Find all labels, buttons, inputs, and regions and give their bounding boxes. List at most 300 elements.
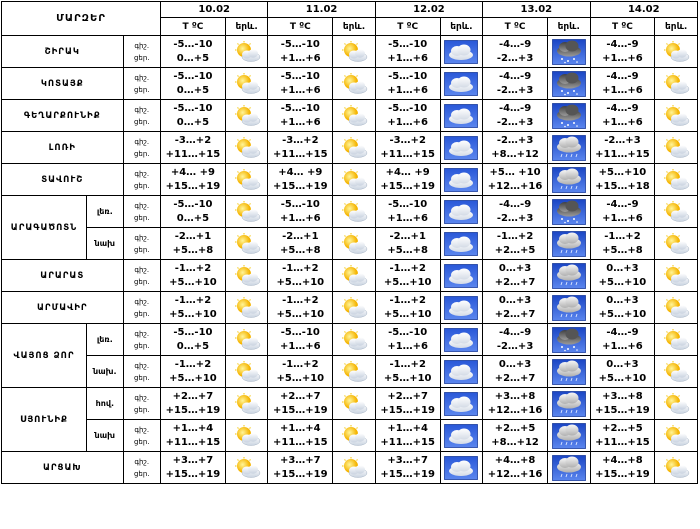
temperature-cell	[375, 68, 440, 100]
night-label: գիշ.	[134, 105, 150, 114]
night-label: գիշ.	[134, 329, 150, 338]
night-temperature: 0…+3	[498, 358, 532, 370]
day-temperature: +15…+19	[595, 468, 650, 480]
temperature-cell	[161, 36, 226, 68]
night-temperature: -3…+2	[174, 134, 212, 146]
temperature-cell	[161, 292, 226, 324]
weather-cell	[440, 36, 483, 68]
night-temperature: -5…-10	[388, 102, 428, 114]
night-temperature: +2…+7	[387, 390, 429, 402]
sun-cloud-icon	[226, 68, 268, 99]
rain-cloud-icon	[548, 260, 590, 291]
snow-cloud-icon	[548, 68, 590, 99]
day-temperature: +15…+19	[380, 180, 435, 192]
weather-cell	[440, 452, 483, 484]
night-temperature: +4…+8	[494, 454, 536, 466]
temperature-cell	[375, 388, 440, 420]
table-row	[2, 164, 698, 196]
weather-cell	[440, 260, 483, 292]
day-label: ցեր.	[134, 277, 150, 286]
region-name: ԱՐՑԱԽ	[2, 452, 124, 484]
night-temperature: +4… +9	[170, 166, 215, 178]
weather-cell	[225, 36, 268, 68]
temperature-cell	[590, 420, 655, 452]
day-temperature: +5…+8	[602, 244, 643, 256]
day-temperature: +5…+10	[276, 308, 325, 320]
weather-cell	[655, 324, 698, 356]
region-name: ՏԱՎՈՒՇ	[2, 164, 124, 196]
sun-cloud-icon	[655, 132, 697, 163]
temperature-cell	[375, 452, 440, 484]
day-night-labels	[123, 36, 160, 68]
temperature-cell	[268, 68, 333, 100]
temperature-cell	[268, 292, 333, 324]
day-temperature: +5…+10	[383, 276, 432, 288]
temperature-cell	[375, 196, 440, 228]
temp-column-header: T ºC	[161, 18, 226, 36]
night-temperature: -4…-9	[606, 102, 639, 114]
night-temperature: -1…+2	[389, 294, 426, 306]
temperature-cell	[590, 356, 655, 388]
sun-cloud-icon	[333, 356, 375, 387]
day-temperature: +2…+5	[494, 244, 536, 256]
weather-cell	[547, 452, 590, 484]
weather-cell	[440, 324, 483, 356]
weather-cell	[333, 388, 376, 420]
day-temperature: +5…+10	[598, 276, 647, 288]
cloud-icon	[441, 356, 483, 387]
night-temperature: -4…-9	[606, 38, 639, 50]
night-temperature: -3…+2	[389, 134, 426, 146]
weather-cell	[655, 388, 698, 420]
temperature-cell	[375, 324, 440, 356]
day-temperature: +1…+6	[279, 340, 321, 352]
rain-cloud-icon	[548, 164, 590, 195]
day-label: ցեր.	[134, 181, 150, 190]
day-temperature: +15…+19	[165, 468, 221, 480]
night-label: գիշ.	[134, 457, 150, 466]
snow-cloud-icon	[548, 324, 590, 355]
night-temperature: +2…+7	[172, 390, 214, 402]
weather-cell	[440, 132, 483, 164]
weather-cell	[333, 132, 376, 164]
temperature-cell	[483, 420, 548, 452]
temperature-cell	[483, 324, 548, 356]
weather-cell	[440, 388, 483, 420]
weather-column-header: երև.	[655, 18, 698, 36]
day-label: ցեր.	[134, 53, 150, 62]
weather-cell	[225, 324, 268, 356]
night-temperature: -2…+1	[389, 230, 426, 242]
day-label: ցեր.	[134, 405, 150, 414]
sun-cloud-icon	[333, 388, 375, 419]
temperature-cell	[161, 196, 226, 228]
cloud-icon	[441, 68, 483, 99]
sun-cloud-icon	[655, 228, 697, 259]
sun-cloud-icon	[655, 324, 697, 355]
temperature-cell	[268, 420, 333, 452]
region-name: ԼՈՌԻ	[2, 132, 124, 164]
temperature-cell	[590, 68, 655, 100]
sun-cloud-icon	[333, 292, 375, 323]
weather-cell	[547, 68, 590, 100]
temperature-cell	[375, 420, 440, 452]
weather-cell	[547, 100, 590, 132]
sun-cloud-icon	[655, 196, 697, 227]
cloud-icon	[441, 324, 483, 355]
weather-cell	[655, 260, 698, 292]
day-temperature: +15…+19	[273, 468, 328, 480]
weather-cell	[333, 324, 376, 356]
weather-cell	[225, 420, 268, 452]
night-temperature: -5…-10	[280, 102, 320, 114]
weather-cell	[547, 324, 590, 356]
weather-cell	[440, 356, 483, 388]
temperature-cell	[483, 36, 548, 68]
weather-cell	[547, 420, 590, 452]
subregion-name: հով.	[87, 388, 123, 420]
weather-cell	[547, 132, 590, 164]
night-temperature: -2…+3	[496, 134, 534, 146]
day-temperature: +1…+6	[387, 116, 429, 128]
day-temperature: +1…+6	[387, 52, 429, 64]
day-temperature: +11…+15	[273, 436, 328, 448]
weather-cell	[225, 196, 268, 228]
day-temperature: -2…+3	[496, 212, 534, 224]
day-temperature: +1…+6	[602, 212, 643, 224]
weather-cell	[655, 164, 698, 196]
temperature-cell	[483, 292, 548, 324]
sun-cloud-icon	[226, 196, 268, 227]
day-temperature: 0…+5	[176, 52, 210, 64]
cloud-icon	[441, 292, 483, 323]
night-temperature: -3…+2	[282, 134, 319, 146]
temperature-cell	[268, 228, 333, 260]
day-temperature: +15…+19	[595, 404, 650, 416]
temperature-cell	[483, 228, 548, 260]
sun-cloud-icon	[226, 292, 268, 323]
day-temperature: +15…+19	[273, 404, 328, 416]
day-temperature: +2…+7	[494, 308, 536, 320]
day-temperature: +11…+15	[165, 148, 221, 160]
temp-column-header: T ºC	[483, 18, 548, 36]
day-temperature: +5…+10	[276, 276, 325, 288]
day-temperature: +15…+19	[165, 180, 221, 192]
night-temperature: +3…+7	[279, 454, 321, 466]
sun-cloud-icon	[655, 452, 697, 483]
sun-cloud-icon	[333, 196, 375, 227]
day-temperature: -2…+3	[496, 340, 534, 352]
weather-cell	[333, 356, 376, 388]
day-night-labels	[123, 356, 160, 388]
temperature-cell	[483, 100, 548, 132]
weather-cell	[225, 132, 268, 164]
night-temperature: -4…-9	[498, 102, 532, 114]
night-label: գիշ.	[134, 201, 150, 210]
weather-cell	[547, 260, 590, 292]
day-temperature: +5…+10	[383, 308, 432, 320]
day-temperature: +12…+16	[487, 468, 543, 480]
temperature-cell	[590, 228, 655, 260]
sun-cloud-icon	[226, 356, 268, 387]
night-temperature: 0…+3	[498, 294, 532, 306]
region-name: ԱՐԱՐԱՏ	[2, 260, 124, 292]
region-name: ԱՐՄԱՎԻՐ	[2, 292, 124, 324]
day-temperature: -2…+3	[496, 52, 534, 64]
day-label: ցեր.	[134, 245, 150, 254]
day-temperature: +1…+6	[279, 84, 321, 96]
temperature-cell	[161, 452, 226, 484]
temperature-cell	[268, 132, 333, 164]
day-temperature: +15…+18	[595, 180, 650, 192]
day-temperature: +1…+6	[602, 340, 643, 352]
day-temperature: +5…+10	[598, 308, 647, 320]
table-row	[2, 324, 698, 356]
night-label: գիշ.	[134, 393, 150, 402]
night-temperature: -5…-10	[173, 326, 213, 338]
night-temperature: -4…-9	[498, 326, 532, 338]
day-temperature: +1…+6	[602, 116, 643, 128]
day-temperature: 0…+5	[176, 116, 210, 128]
weather-cell	[655, 228, 698, 260]
day-temperature: +1…+6	[279, 212, 321, 224]
temperature-cell	[161, 100, 226, 132]
night-temperature: -5…-10	[280, 38, 320, 50]
rain-cloud-icon	[548, 388, 590, 419]
temp-column-header: T ºC	[590, 18, 655, 36]
temperature-cell	[483, 260, 548, 292]
sun-cloud-icon	[655, 388, 697, 419]
day-temperature: 0…+5	[176, 212, 210, 224]
temperature-cell	[590, 164, 655, 196]
cloud-icon	[441, 228, 483, 259]
day-label: ցեր.	[134, 85, 150, 94]
weather-column-header: երև.	[547, 18, 590, 36]
night-temperature: +3…+7	[172, 454, 214, 466]
night-temperature: -5…-10	[280, 198, 320, 210]
weather-column-header: երև.	[333, 18, 376, 36]
night-temperature: -1…+2	[389, 358, 426, 370]
sun-cloud-icon	[226, 420, 268, 451]
night-temperature: -1…+2	[389, 262, 426, 274]
night-temperature: -4…-9	[498, 38, 532, 50]
weather-cell	[225, 164, 268, 196]
day-temperature: +5…+10	[169, 372, 217, 384]
sun-cloud-icon	[655, 260, 697, 291]
night-temperature: -5…-10	[173, 102, 213, 114]
night-temperature: +1…+4	[172, 422, 214, 434]
night-temperature: -1…+2	[282, 358, 319, 370]
cloud-icon	[441, 420, 483, 451]
sun-cloud-icon	[226, 36, 268, 67]
day-label: ցեր.	[134, 309, 150, 318]
weather-cell	[440, 292, 483, 324]
weather-cell	[655, 356, 698, 388]
sun-cloud-icon	[655, 100, 697, 131]
rain-cloud-icon	[548, 356, 590, 387]
night-temperature: -5…-10	[388, 326, 428, 338]
subregion-name: լեռ.	[87, 196, 123, 228]
cloud-icon	[441, 36, 483, 67]
temperature-cell	[161, 132, 226, 164]
day-label: ցեր.	[134, 149, 150, 158]
night-temperature: 0…+3	[498, 262, 532, 274]
day-temperature: +15…+19	[380, 468, 435, 480]
day-temperature: +2…+7	[494, 276, 536, 288]
day-night-labels	[123, 260, 160, 292]
weather-cell	[225, 260, 268, 292]
day-temperature: +12…+16	[487, 180, 543, 192]
night-temperature: 0…+3	[606, 358, 639, 370]
weather-cell	[225, 100, 268, 132]
sun-cloud-icon	[333, 228, 375, 259]
weather-cell	[333, 420, 376, 452]
weather-column-header: երև.	[225, 18, 268, 36]
table-row	[2, 388, 698, 420]
night-temperature: +4… +9	[278, 166, 323, 178]
temperature-cell	[590, 324, 655, 356]
night-temperature: +2…+5	[494, 422, 536, 434]
cloud-icon	[441, 452, 483, 483]
day-label: ցեր.	[134, 213, 150, 222]
night-temperature: +2…+7	[279, 390, 321, 402]
table-row	[2, 356, 698, 388]
night-label: գիշ.	[134, 265, 150, 274]
temperature-cell	[268, 196, 333, 228]
weather-cell	[547, 292, 590, 324]
weather-cell	[440, 100, 483, 132]
sun-cloud-icon	[226, 452, 268, 483]
night-temperature: -1…+2	[282, 294, 319, 306]
temperature-cell	[483, 132, 548, 164]
day-temperature: -2…+3	[496, 116, 534, 128]
temperature-cell	[483, 68, 548, 100]
day-temperature: +11…+15	[595, 148, 650, 160]
sun-cloud-icon	[333, 68, 375, 99]
table-row	[2, 132, 698, 164]
temperature-cell	[161, 228, 226, 260]
temperature-cell	[590, 196, 655, 228]
day-temperature: +2…+7	[494, 372, 536, 384]
temperature-cell	[161, 420, 226, 452]
night-label: գիշ.	[134, 233, 150, 242]
day-temperature: +15…+19	[273, 180, 328, 192]
table-row	[2, 68, 698, 100]
day-temperature: +1…+6	[279, 116, 321, 128]
temp-column-header: T ºC	[375, 18, 440, 36]
night-temperature: -5…-10	[173, 70, 213, 82]
weather-cell	[225, 388, 268, 420]
night-label: գիշ.	[134, 73, 150, 82]
weather-cell	[655, 196, 698, 228]
night-temperature: -1…+2	[496, 230, 534, 242]
temperature-cell	[268, 36, 333, 68]
day-temperature: +1…+6	[602, 84, 643, 96]
date-header: 10.02	[161, 2, 268, 18]
day-temperature: +11…+15	[165, 436, 221, 448]
night-temperature: -4…-9	[606, 198, 639, 210]
weather-cell	[655, 36, 698, 68]
temperature-cell	[161, 324, 226, 356]
day-temperature: +1…+6	[387, 340, 429, 352]
day-temperature: +5…+10	[383, 372, 432, 384]
sun-cloud-icon	[655, 420, 697, 451]
temperature-cell	[590, 100, 655, 132]
temperature-cell	[483, 164, 548, 196]
sun-cloud-icon	[333, 132, 375, 163]
region-name: ՍՅՈՒՆԻՔ	[2, 388, 87, 452]
night-temperature: +2…+5	[602, 422, 643, 434]
temperature-cell	[375, 260, 440, 292]
subregion-name: նախ	[87, 228, 123, 260]
snow-cloud-icon	[548, 100, 590, 131]
sun-cloud-icon	[333, 452, 375, 483]
day-temperature: +5…+10	[276, 372, 325, 384]
sun-cloud-icon	[226, 260, 268, 291]
day-temperature: +12…+16	[487, 404, 543, 416]
night-temperature: -4…-9	[498, 70, 532, 82]
temperature-cell	[590, 260, 655, 292]
weather-cell	[547, 388, 590, 420]
rain-cloud-icon	[548, 452, 590, 483]
sun-cloud-icon	[655, 164, 697, 195]
cloud-icon	[441, 196, 483, 227]
day-temperature: +1…+6	[279, 52, 321, 64]
weather-cell	[547, 228, 590, 260]
night-temperature: -1…+2	[174, 262, 212, 274]
sun-cloud-icon	[655, 292, 697, 323]
night-label: գիշ.	[134, 425, 150, 434]
subregion-name: նախ.	[87, 356, 123, 388]
day-night-labels	[123, 228, 160, 260]
table-row	[2, 452, 698, 484]
night-temperature: -5…-10	[388, 70, 428, 82]
temperature-cell	[375, 164, 440, 196]
night-temperature: -1…+2	[282, 262, 319, 274]
temperature-cell	[590, 292, 655, 324]
temp-column-header: T ºC	[268, 18, 333, 36]
day-temperature: +5…+10	[169, 276, 217, 288]
day-temperature: +5…+8	[387, 244, 429, 256]
day-temperature: +5…+10	[598, 372, 647, 384]
sun-cloud-icon	[333, 100, 375, 131]
temperature-cell	[268, 324, 333, 356]
forecast-table	[1, 1, 698, 484]
night-temperature: -5…-10	[173, 38, 213, 50]
day-temperature: +15…+19	[380, 404, 435, 416]
rain-cloud-icon	[548, 228, 590, 259]
temperature-cell	[590, 388, 655, 420]
temperature-cell	[375, 292, 440, 324]
temperature-cell	[161, 388, 226, 420]
night-temperature: +4…+8	[602, 454, 643, 466]
day-temperature: +11…+15	[595, 436, 650, 448]
temperature-cell	[483, 388, 548, 420]
weather-cell	[655, 100, 698, 132]
temperature-cell	[268, 356, 333, 388]
day-temperature: 0…+5	[176, 84, 210, 96]
region-column-header: ՄԱՐԶԵՐ	[2, 2, 161, 36]
weather-cell	[655, 420, 698, 452]
night-temperature: -1…+2	[174, 294, 212, 306]
day-temperature: +11…+15	[380, 148, 435, 160]
day-night-labels	[123, 324, 160, 356]
rain-cloud-icon	[548, 420, 590, 451]
weather-cell	[440, 420, 483, 452]
weather-cell	[333, 36, 376, 68]
weather-cell	[333, 452, 376, 484]
temperature-cell	[268, 260, 333, 292]
